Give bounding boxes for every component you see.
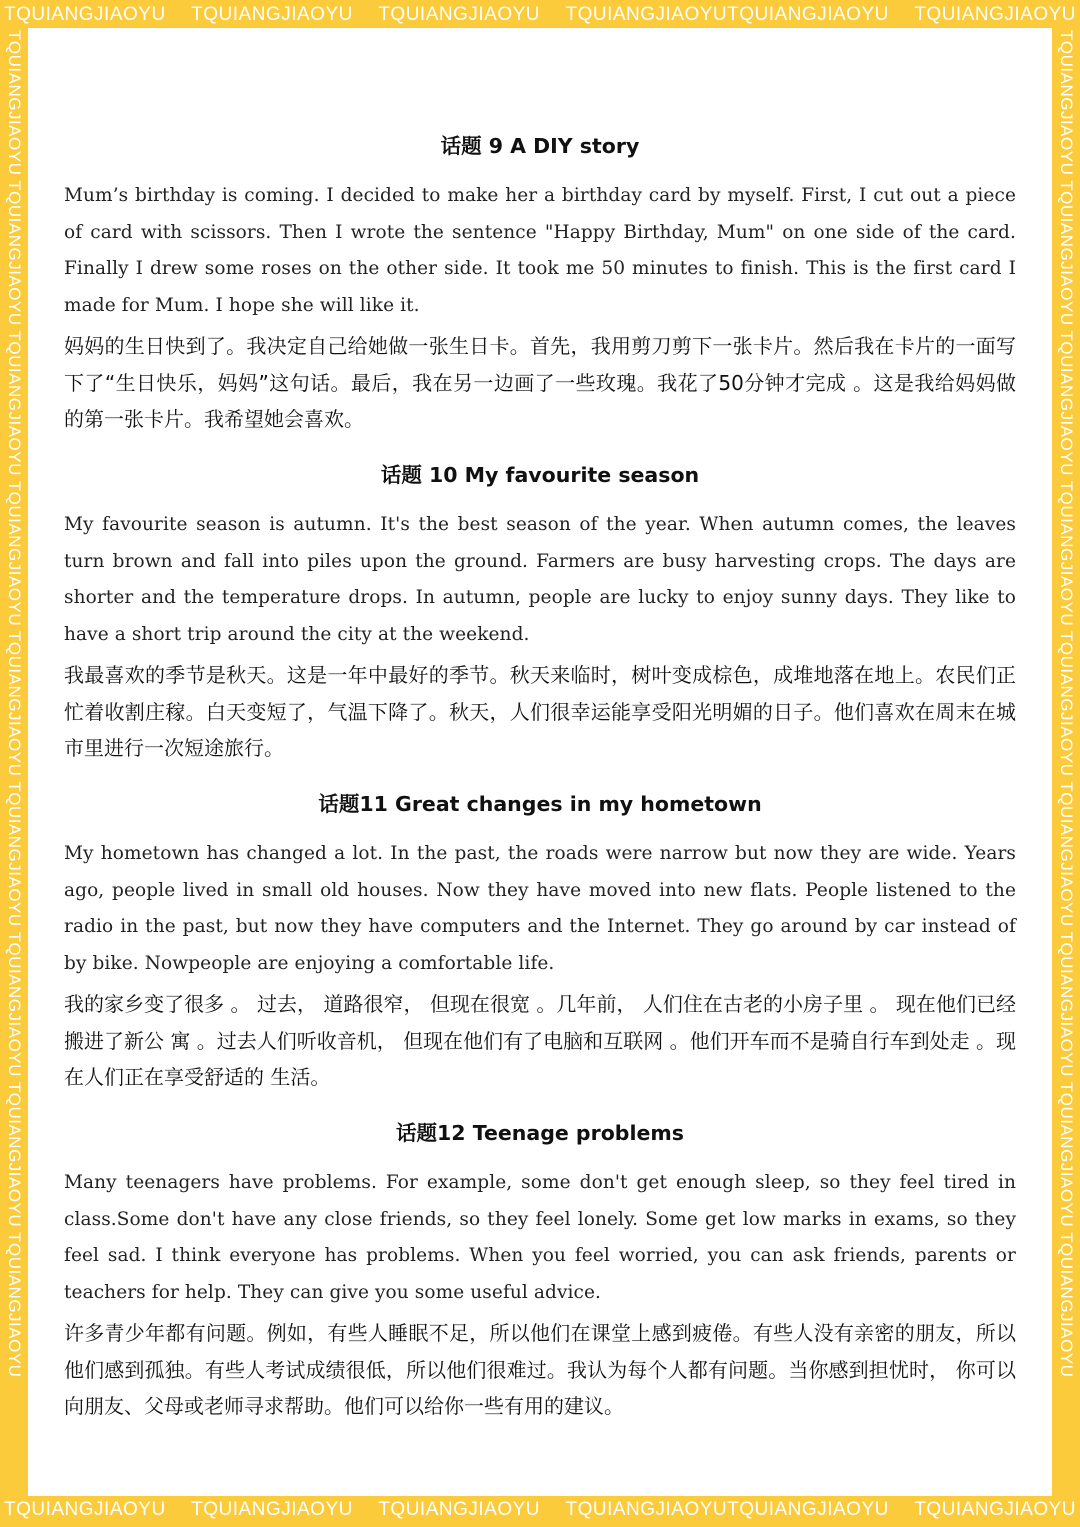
watermark-text: TQUIANGJIAOYU	[191, 4, 353, 25]
watermark-text: TQUIANGJIAOYU	[4, 4, 166, 25]
english-paragraph: Many teenagers have problems. For example, some don't get enough sleep, so they feel tired in class.Some don't have any close friends, so they feel lonely. Some get low marks in exams, so they feel sad. I think everyone has problems. When you feel worried, you can ask friends, parents or teachers for help. They can give you some useful advice.	[64, 1172, 1016, 1303]
chinese-paragraph: 妈妈的生日快到了。我决定自己给她做一张生日卡。首先，我用剪刀剪下一张卡片。然后我在卡片的一面写下了“生日快乐，妈妈”这句话。最后，我在另一边画了一些玫瑰。我花了50分钟才完成 。这是我给妈妈做的第一张卡片。我希望她会喜欢。	[64, 334, 1016, 431]
section-title: 话题 9 A DIY story	[440, 134, 640, 158]
border-left-watermark: TQUIANGJIAOYU TQUIANGJIAOYU TQUIANGJIAOYU TQUIANGJIAOYU TQUIANGJIAOYU TQUIANGJIAOYU TQUIANGJIAOYU TQUIANGJIAOYU TQUIANGJIAOYU	[5, 30, 24, 1378]
topic-section	[64, 457, 1016, 779]
border-top-watermark	[4, 4, 1076, 26]
watermark-text: TQUIANGJIAOYU	[378, 1499, 540, 1520]
border-right-watermark: TQUIANGJIAOYU TQUIANGJIAOYU TQUIANGJIAOYU TQUIANGJIAOYU TQUIANGJIAOYU TQUIANGJIAOYU TQUIANGJIAOYU TQUIANGJIAOYU TQUIANGJIAOYU	[1057, 30, 1076, 1378]
section-title: 话题 10 My favourite season	[380, 463, 700, 487]
topic-section	[64, 128, 1016, 450]
watermark-text: TQUIANGJIAOYU	[191, 1499, 353, 1520]
english-paragraph: My favourite season is autumn. It's the best season of the year. When autumn comes, the leaves turn brown and fall into piles upon the ground. Farmers are busy harvesting crops. The days are shorter and the temperature drops. In autumn, people are lucky to enjoy sunny days. They like to have a short trip around the city at the weekend.	[64, 514, 1016, 645]
english-paragraph: My hometown has changed a lot. In the past, the roads were narrow but now they are wide. Years ago, people lived in small old houses. Now they have moved into new flats. People listened to the radio in the past, but now they have computers and the Internet. They go around by car instead of by bike. Nowpeople are enjoying a comfortable life.	[64, 843, 1016, 974]
chinese-paragraph: 许多青少年都有问题。例如，有些人睡眠不足，所以他们在课堂上感到疲倦。有些人没有亲密的朋友，所以他们感到孤独。有些人考试成绩很低，所以他们很难过。我认为每个人都有问题。当你感到担忧时， 你可以向朋友、父母或老师寻求帮助。他们可以给你一些有用的建议。	[64, 1321, 1016, 1418]
topic-section	[64, 786, 1016, 1108]
chinese-paragraph: 我最喜欢的季节是秋天。这是一年中最好的季节。秋天来临时，树叶变成棕色，成堆地落在地上。农民们正忙着收割庄稼。白天变短了，气温下降了。秋天，人们很幸运能享受阳光明媚的日子。他们喜欢在周末在城市里进行一次短途旅行。	[64, 663, 1016, 760]
section-title: 话题12 Teenage problems	[396, 1121, 684, 1145]
watermark-text: TQUIANGJIAOYUTQUIANGJIAOYU	[565, 1499, 889, 1520]
english-paragraph: Mum’s birthday is coming. I decided to make her a birthday card by myself. First, I cut out a piece of card with scissors. Then I wrote the sentence "Happy Birthday, Mum" on one side of the card. Finally I drew some roses on the other side. It took me 50 minutes to finish. This is the first card I made for Mum. I hope she will like it.	[64, 185, 1016, 316]
watermark-text: TQUIANGJIAOYU	[914, 4, 1076, 25]
watermark-text: TQUIANGJIAOYUTQUIANGJIAOYU	[565, 4, 889, 25]
watermark-text: TQUIANGJIAOYU	[378, 4, 540, 25]
section-title: 话题11 Great changes in my hometown	[318, 792, 762, 816]
chinese-paragraph: 我的家乡变了很多 。 过去， 道路很窄， 但现在很宽 。几年前， 人们住在古老的小房子里 。 现在他们已经搬进了新公 寓 。过去人们听收音机， 但现在他们有了电脑和互联网 。他们开车而不是骑自行车到处走 。现在人们正在享受舒适的 生活。	[64, 992, 1016, 1089]
watermark-text: TQUIANGJIAOYU	[4, 1499, 166, 1520]
topic-section	[64, 1115, 1016, 1437]
watermark-text: TQUIANGJIAOYU	[914, 1499, 1076, 1520]
border-bottom-watermark	[4, 1499, 1076, 1521]
